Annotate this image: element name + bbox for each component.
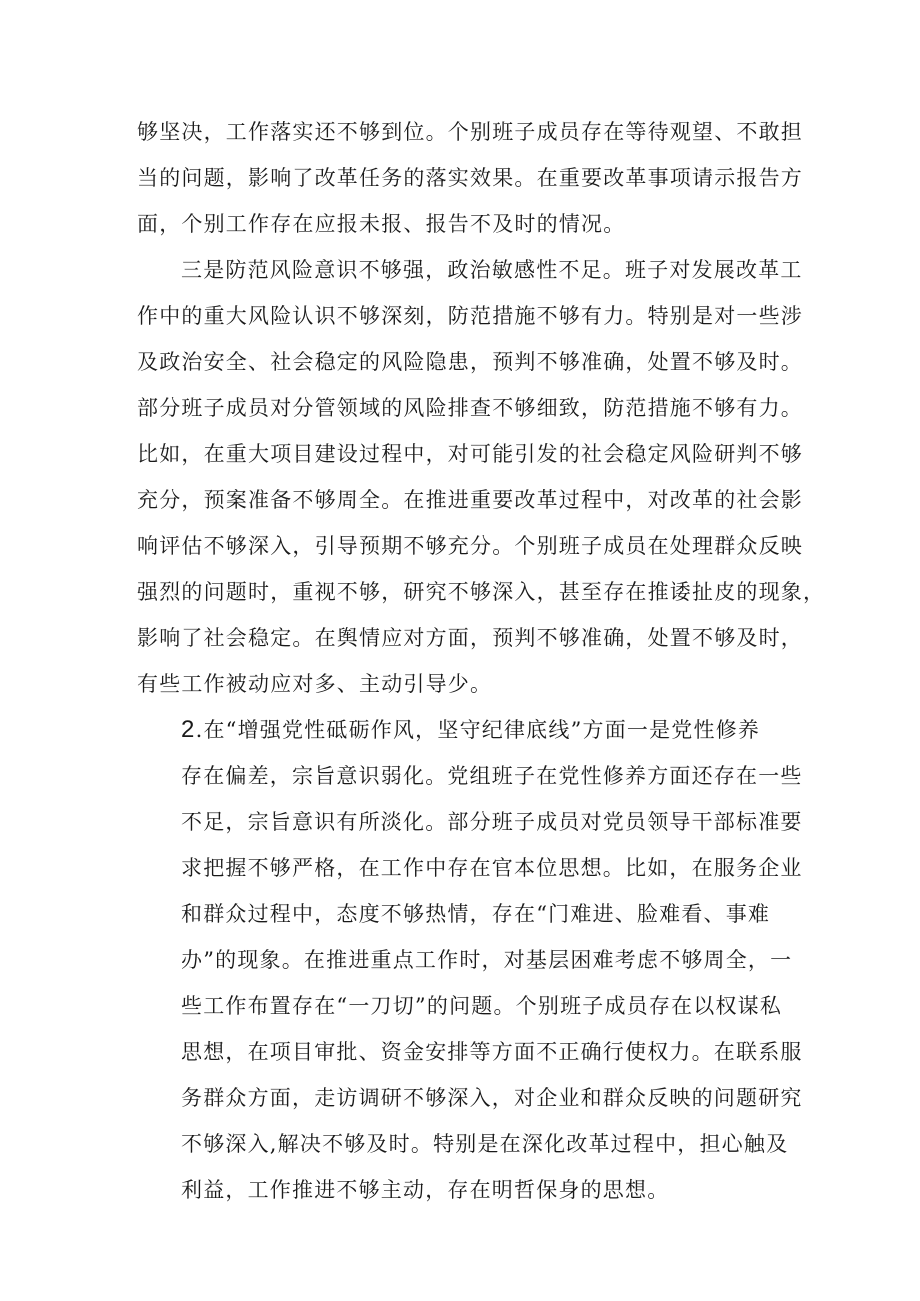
paragraph-line: 利益，工作推进不够主动，存在明哲保身的思想。 <box>181 1178 670 1202</box>
paragraph-line: 充分，预案准备不够周全。在推进重要改革过程中，对改革的社会影 <box>137 488 803 512</box>
paragraph-line: 办”的现象。在推进重点工作时，对基层困难考虑不够周全，一 <box>181 948 793 972</box>
paragraph-line: 些工作布置存在“一刀切”的问题。个别班子成员存在以权谋私 <box>181 994 783 1018</box>
paragraph-line: 影响了社会稳定。在舆情应对方面，预判不够准确，处置不够及时， <box>137 626 803 650</box>
paragraph-line: 比如，在重大项目建设过程中，对可能引发的社会稳定风险研判不够 <box>137 442 803 466</box>
paragraph-line: 存在偏差，宗旨意识弱化。党组班子在党性修养方面还存在一些 <box>181 764 803 788</box>
paragraph-line: 思想，在项目审批、资金安排等方面不正确行使权力。在联系服 <box>181 1040 803 1064</box>
paragraph-line: 强烈的问题时，重视不够，研究不够深入，甚至存在推诿扯皮的现象， <box>137 580 826 604</box>
section-heading-line <box>181 716 760 744</box>
paragraph-line: 当的问题，影响了改革任务的落实效果。在重要改革事项请示报告方 <box>137 166 803 190</box>
paragraph-line: 不够深入,解决不够及时。特别是在深化改革过程中，担心触及 <box>181 1132 789 1156</box>
paragraph-line: 不足，宗旨意识有所淡化。部分班子成员对党员领导干部标准要 <box>181 810 803 834</box>
paragraph-line: 及政治安全、社会稳定的风险隐患，预判不够准确，处置不够及时。 <box>137 350 803 374</box>
paragraph-line: 务群众方面，走访调研不够深入，对企业和群众反映的问题研究 <box>181 1086 803 1110</box>
paragraph-line: 面，个别工作存在应报未报、报告不及时的情况。 <box>137 212 626 236</box>
paragraph-line: 作中的重大风险认识不够深刻，防范措施不够有力。特别是对一些涉 <box>137 304 803 328</box>
paragraph-line: 和群众过程中，态度不够热情，存在“门难进、脸难看、事难 <box>181 902 771 926</box>
paragraph-line: 响评估不够深入，引导预期不够充分。个别班子成员在处理群众反映 <box>137 534 803 558</box>
paragraph-line: 求把握不够严格，在工作中存在官本位思想。比如，在服务企业 <box>181 856 803 880</box>
paragraph-line: 够坚决，工作落实还不够到位。个别班子成员存在等待观望、不敢担 <box>137 120 803 144</box>
section-first-line: .在“增强党性砥砺作风，坚守纪律底线”方面一是党性修养 <box>195 718 761 742</box>
paragraph-line: 部分班子成员对分管领域的风险排查不够细致，防范措施不够有力。 <box>137 396 803 420</box>
paragraph-line: 有些工作被动应对多、主动引导少。 <box>137 672 493 696</box>
section-number: 2 <box>181 716 196 743</box>
paragraph-line: 三是防范风险意识不够强，政治敏感性不足。班子对发展改革工 <box>181 258 803 282</box>
